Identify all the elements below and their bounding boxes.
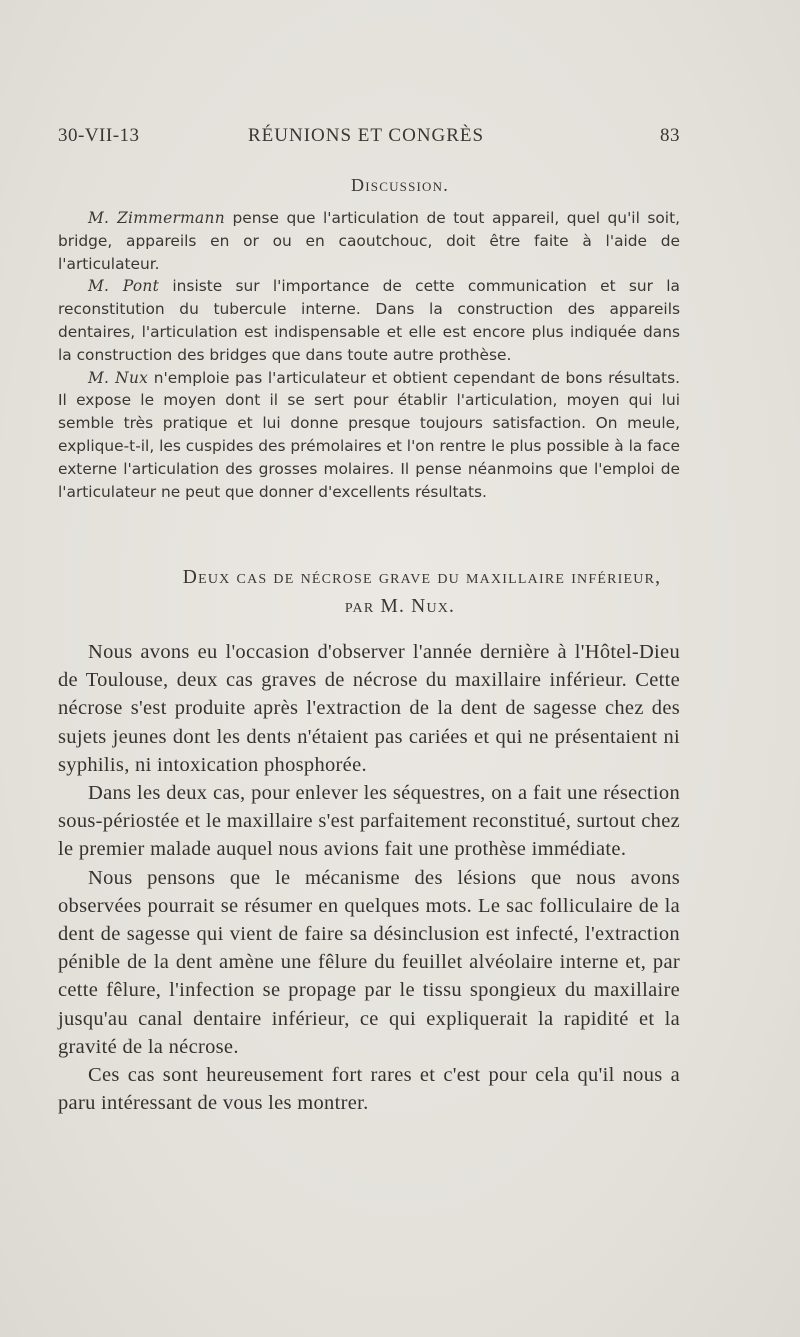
body-paragraph: Nous avons eu l'occasion d'observer l'année dernière à l'Hôtel-Dieu de Toulouse, deux cas graves de nécrose du maxillaire inférieur. Cette nécrose s'est produite après l'extraction de la dent de sagesse chez des sujets jeunes dont les dents n'étaient pas cariées et qui ne présentaient ni syphilis, ni intoxication phosphorée. [58, 641, 680, 776]
section-body [58, 638, 680, 1117]
section-author: par M. Nux. [344, 596, 456, 617]
header-date: 30-VII-13 [58, 125, 140, 146]
speaker-name: M. Nux [88, 368, 149, 387]
paragraph-text: pense que l'articulation de tout appareil, quel qu'il soit, bridge, appareils en or ou en caoutchouc, doit être faite à l'aide de l'articulateur. [58, 209, 680, 273]
paragraph-text: insiste sur l'importance de cette communication et sur la reconstitution du tubercule interne. Dans la construction des appareils dentaires, l'articulation est indispensable et elle est encore plus indiquée dans la construction des bridges que dans toute autre prothèse. [58, 277, 680, 364]
discussion-paragraph [58, 207, 680, 275]
body-paragraph: Nous pensons que le mécanisme des lésions que nous avons observées pourrait se résumer en quelques mots. Le sac folliculaire de la dent de sagesse qui vient de faire sa désinclusion est infecté, l'extraction pénible de la dent amène une fêlure du feuillet alvéolaire interne et, par cette fêlure, l'infection se propage par le tissu spongieux du maxillaire jusqu'au canal dentaire inférieur, ce qui expliquerait la rapidité et la gravité de la nécrose. [58, 866, 680, 1058]
discussion-paragraph [58, 367, 680, 504]
running-header [58, 125, 680, 155]
paragraph-text: n'emploie pas l'articulateur et obtient cependant de bons résultats. Il expose le moyen dont il se sert pour établir l'articulation, moyen qui lui semble très pratique et lui donne presque toujours satisfaction. On meule, explique-t-il, les cuspides des prémolaires et l'on rentre le plus possible à la face externe l'articulation des grosses molaires. Il pense néanmoins que l'emploi de l'articulateur ne peut que donner d'excellents résultats. [58, 368, 680, 501]
header-section-title: RÉUNIONS ET CONGRÈS [248, 125, 485, 146]
discussion-body [58, 207, 680, 503]
body-paragraph: Ces cas sont heureusement fort rares et c'est pour cela qu'il nous a paru intéressant de vous les montrer. [58, 1064, 680, 1115]
page-number: 83 [660, 125, 680, 146]
discussion-paragraph [58, 275, 680, 366]
speaker-name: M. Pont [88, 277, 160, 296]
discussion-heading: Discussion. [351, 175, 449, 195]
body-paragraph: Dans les deux cas, pour enlever les séquestres, on a fait une résection sous-périostée et le maxillaire s'est parfaitement reconstitué, surtout chez le premier malade auquel nous avions fait une prothèse immédiate. [58, 782, 680, 861]
section-title: Deux cas de nécrose grave du maxillaire inférieur, [182, 567, 662, 588]
speaker-name: M. Zimmermann [88, 209, 225, 227]
